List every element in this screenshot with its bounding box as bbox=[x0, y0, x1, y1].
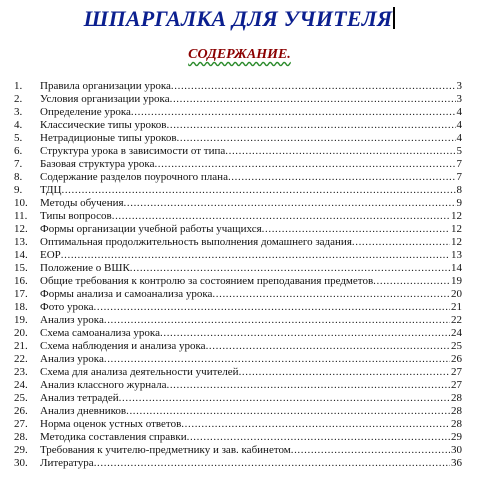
toc-entry[interactable] bbox=[14, 249, 462, 262]
toc-entry-title: Положение о ВШК bbox=[40, 262, 130, 275]
toc-entry-number: 18. bbox=[14, 301, 28, 314]
toc-entry-title: Формы организации учебной работы учащихся bbox=[40, 223, 262, 236]
toc-entry-page-number: 4 bbox=[456, 106, 462, 119]
toc-entry-page-number: 28 bbox=[451, 405, 462, 418]
toc-entry-title: Структура урока в зависимости от типа bbox=[40, 145, 226, 158]
toc-entry-number: 25. bbox=[14, 392, 28, 405]
toc-entry[interactable] bbox=[14, 405, 462, 418]
toc-entry[interactable] bbox=[14, 327, 462, 340]
toc-entry[interactable] bbox=[14, 106, 462, 119]
toc-entry-title: Общие требования к контролю за состоянием преподавания предметов bbox=[40, 275, 374, 288]
toc-entry-title: ТДЦ bbox=[40, 184, 62, 197]
toc-entry-number: 29. bbox=[14, 444, 28, 457]
toc-dot-leader bbox=[212, 288, 450, 301]
toc-entry[interactable] bbox=[14, 80, 462, 93]
toc-dot-leader bbox=[171, 80, 456, 93]
toc-entry-page-number: 8 bbox=[456, 184, 462, 197]
toc-entry-number: 22. bbox=[14, 353, 28, 366]
toc-entry-page-number: 27 bbox=[451, 379, 462, 392]
toc-entry-number: 30. bbox=[14, 457, 28, 470]
toc-entry-number: 3. bbox=[14, 106, 23, 119]
toc-entry-page-number: 12 bbox=[451, 210, 462, 223]
toc-dot-leader bbox=[291, 444, 450, 457]
toc-entry-title: Анализ урока bbox=[40, 353, 104, 366]
contents-heading bbox=[0, 46, 479, 64]
toc-entry-title: Схема самоанализа урока bbox=[40, 327, 160, 340]
toc-entry-number: 1. bbox=[14, 80, 23, 92]
toc-entry-title: Методика составления справки bbox=[40, 431, 187, 444]
toc-entry-title: ЕОР bbox=[40, 249, 61, 262]
toc-entry-number: 15. bbox=[14, 262, 28, 275]
toc-dot-leader bbox=[167, 119, 456, 132]
toc-entry-number: 7. bbox=[14, 158, 23, 171]
toc-entry[interactable] bbox=[14, 262, 462, 275]
table-of-contents bbox=[14, 80, 462, 470]
toc-entry-page-number: 30 bbox=[451, 444, 462, 457]
toc-entry-number: 13. bbox=[14, 236, 28, 249]
toc-entry-title: Анализ тетрадей bbox=[40, 392, 119, 405]
toc-dot-leader bbox=[104, 314, 450, 327]
toc-entry-number: 2. bbox=[14, 93, 23, 106]
toc-entry-number: 10. bbox=[14, 197, 28, 210]
document-title-text: ШПАРГАЛКА ДЛЯ УЧИТЕЛЯ bbox=[83, 6, 393, 31]
toc-entry-page-number: 7 bbox=[456, 171, 462, 184]
toc-entry-page-number: 3 bbox=[456, 93, 462, 106]
toc-entry-page-number: 28 bbox=[451, 392, 462, 405]
toc-entry-title: Схема наблюдения и анализа урока bbox=[40, 340, 206, 353]
toc-entry-page-number: 9 bbox=[456, 197, 462, 210]
toc-entry-page-number: 22 bbox=[451, 314, 462, 327]
toc-entry[interactable] bbox=[14, 392, 462, 405]
toc-dot-leader bbox=[170, 93, 456, 106]
toc-entry[interactable] bbox=[14, 444, 462, 457]
toc-entry-number: 21. bbox=[14, 340, 28, 353]
toc-entry-number: 26. bbox=[14, 405, 28, 418]
toc-entry-page-number: 28 bbox=[451, 418, 462, 431]
toc-dot-leader bbox=[124, 197, 456, 210]
toc-entry[interactable] bbox=[14, 197, 462, 210]
toc-entry-number: 11. bbox=[14, 210, 28, 223]
toc-entry-number: 9. bbox=[14, 184, 23, 197]
toc-entry-page-number: 29 bbox=[451, 431, 462, 444]
toc-dot-leader bbox=[130, 262, 450, 275]
toc-entry[interactable] bbox=[14, 366, 462, 379]
toc-dot-leader bbox=[352, 236, 450, 249]
toc-entry-page-number: 24 bbox=[451, 327, 462, 340]
toc-entry[interactable] bbox=[14, 431, 462, 444]
toc-entry-number: 17. bbox=[14, 288, 28, 301]
toc-entry[interactable] bbox=[14, 236, 462, 249]
toc-dot-leader bbox=[373, 275, 450, 288]
toc-entry-title: Норма оценок устных ответов bbox=[40, 418, 182, 431]
toc-entry[interactable] bbox=[14, 301, 462, 314]
toc-entry-title: Типы вопросов bbox=[40, 210, 112, 223]
toc-entry[interactable] bbox=[14, 145, 462, 158]
toc-entry[interactable] bbox=[14, 353, 462, 366]
toc-dot-leader bbox=[181, 418, 450, 431]
toc-dot-leader bbox=[262, 223, 450, 236]
toc-entry-title: Фото урока bbox=[40, 301, 94, 314]
toc-entry-title: Анализ урока bbox=[40, 314, 104, 327]
toc-entry-page-number: 5 bbox=[456, 145, 462, 158]
toc-entry-title: Требования к учителю-предметнику и зав. кабинетом bbox=[40, 444, 291, 457]
toc-entry-number: 28. bbox=[14, 431, 28, 444]
toc-dot-leader bbox=[112, 210, 450, 223]
toc-entry-page-number: 13 bbox=[451, 249, 462, 262]
toc-entry-number: 19. bbox=[14, 314, 28, 327]
toc-dot-leader bbox=[160, 327, 450, 340]
toc-entry[interactable] bbox=[14, 418, 462, 431]
toc-dot-leader bbox=[187, 431, 450, 444]
toc-entry-number: 8. bbox=[14, 171, 23, 184]
toc-dot-leader bbox=[61, 184, 455, 197]
toc-entry-title: Классические типы уроков bbox=[40, 119, 167, 132]
toc-entry-page-number: 26 bbox=[451, 353, 462, 366]
toc-dot-leader bbox=[177, 132, 456, 145]
toc-entry-title: Формы анализа и самоанализа урока bbox=[40, 288, 213, 301]
toc-entry-number: 4. bbox=[14, 119, 23, 132]
toc-entry-page-number: 20 bbox=[451, 288, 462, 301]
toc-entry-title: Содержание разделов поурочного плана bbox=[40, 171, 228, 184]
toc-entry-page-number: 7 bbox=[456, 158, 462, 171]
toc-entry-page-number: 27 bbox=[451, 366, 462, 379]
toc-entry[interactable] bbox=[14, 119, 462, 132]
toc-entry-number: 12. bbox=[14, 223, 28, 236]
toc-entry-number: 6. bbox=[14, 145, 23, 158]
toc-entry-page-number: 4 bbox=[456, 119, 462, 132]
toc-entry-title: Схема для анализа деятельности учителей bbox=[40, 366, 239, 379]
toc-entry-number: 20. bbox=[14, 327, 28, 340]
toc-entry-page-number: 21 bbox=[451, 301, 462, 314]
toc-dot-leader bbox=[154, 158, 455, 171]
toc-dot-leader bbox=[239, 366, 450, 379]
toc-entry-page-number: 14 bbox=[451, 262, 462, 275]
toc-entry-title: Определение урока bbox=[40, 106, 131, 119]
toc-entry-page-number: 3 bbox=[456, 80, 462, 92]
toc-entry[interactable] bbox=[14, 288, 462, 301]
toc-entry-title: Условия организации урока bbox=[40, 93, 170, 106]
toc-entry[interactable] bbox=[14, 132, 462, 145]
toc-dot-leader bbox=[94, 457, 450, 470]
toc-entry[interactable] bbox=[14, 171, 462, 184]
toc-entry-page-number: 19 bbox=[451, 275, 462, 288]
toc-entry[interactable] bbox=[14, 379, 462, 392]
toc-entry-page-number: 12 bbox=[451, 236, 462, 249]
toc-entry-number: 27. bbox=[14, 418, 28, 431]
toc-dot-leader bbox=[228, 171, 456, 184]
toc-entry-number: 16. bbox=[14, 275, 28, 288]
toc-entry-title: Оптимальная продолжительность выполнения домашнего задания bbox=[40, 236, 352, 249]
toc-entry[interactable] bbox=[14, 340, 462, 353]
toc-entry-page-number: 36 bbox=[451, 457, 462, 470]
document-title[interactable] bbox=[0, 6, 479, 32]
toc-entry[interactable] bbox=[14, 210, 462, 223]
toc-entry-title: Анализ дневников bbox=[40, 405, 127, 418]
toc-entry[interactable] bbox=[14, 457, 462, 470]
toc-entry[interactable] bbox=[14, 93, 462, 106]
toc-entry[interactable] bbox=[14, 314, 462, 327]
toc-entry-number: 14. bbox=[14, 249, 28, 262]
toc-entry[interactable] bbox=[14, 223, 462, 236]
toc-entry-title: Анализ классного журнала bbox=[40, 379, 167, 392]
toc-entry-number: 23. bbox=[14, 366, 28, 379]
toc-entry-title: Литература bbox=[40, 457, 94, 470]
text-cursor bbox=[393, 7, 395, 29]
toc-entry-number: 5. bbox=[14, 132, 23, 145]
toc-dot-leader bbox=[131, 106, 456, 119]
toc-entry-page-number: 12 bbox=[451, 223, 462, 236]
toc-entry-title: Нетрадиционые типы уроков bbox=[40, 132, 177, 145]
toc-entry-title: Методы обучения bbox=[40, 197, 124, 210]
toc-entry-page-number: 25 bbox=[451, 340, 462, 353]
toc-entry[interactable] bbox=[14, 184, 462, 197]
toc-entry-page-number: 4 bbox=[456, 132, 462, 145]
toc-entry-number: 24. bbox=[14, 379, 28, 392]
contents-heading-text: СОДЕРЖАНИЕ. bbox=[188, 47, 291, 62]
toc-dot-leader bbox=[126, 405, 450, 418]
toc-entry-title: Правила организации урока bbox=[40, 80, 171, 92]
toc-dot-leader bbox=[225, 145, 455, 158]
toc-entry[interactable] bbox=[14, 275, 462, 288]
toc-dot-leader bbox=[166, 379, 450, 392]
toc-dot-leader bbox=[119, 392, 450, 405]
toc-dot-leader bbox=[94, 301, 450, 314]
toc-dot-leader bbox=[206, 340, 450, 353]
toc-dot-leader bbox=[104, 353, 450, 366]
toc-entry[interactable] bbox=[14, 158, 462, 171]
toc-entry-title: Базовая структура урока bbox=[40, 158, 155, 171]
toc-dot-leader bbox=[61, 249, 450, 262]
